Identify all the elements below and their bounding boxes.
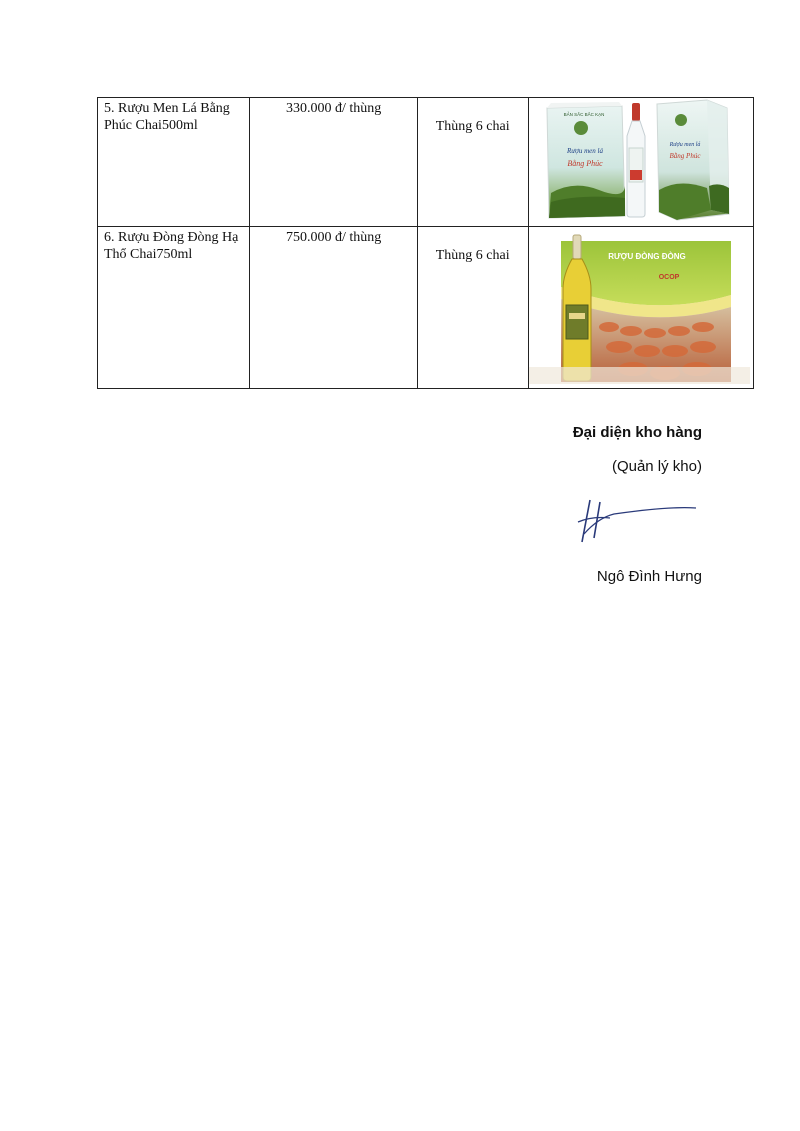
- rice-wine-gift-box-photo: [529, 227, 750, 384]
- box-script-line1: Rượu men lá: [566, 147, 603, 155]
- product-name: 6. Rượu Đòng Đòng Hạ Thổ Chai750ml: [104, 230, 239, 262]
- product-name: 5. Rượu Men Lá Bằng Phúc Chai500ml: [104, 101, 230, 133]
- product-packaging-cell: [417, 98, 528, 227]
- product-packaging: Thùng 6 chai: [435, 119, 510, 134]
- box-header: BẢN SẮC BẮC KẠN: [563, 112, 604, 117]
- table-row: [98, 98, 754, 227]
- product-name-cell: [98, 98, 250, 227]
- product-image-cell: [528, 227, 753, 389]
- product-price: 330.000 đ/ thùng: [285, 101, 382, 116]
- box-script-line2: Bằng Phúc: [566, 159, 603, 168]
- table-row: [98, 227, 754, 389]
- product-packaging: Thùng 6 chai: [435, 248, 510, 263]
- product-image-cell: [528, 98, 753, 227]
- product-table: [97, 97, 754, 389]
- signatory-name: Ngô Đình Hưng: [596, 568, 702, 585]
- signature-role: (Quản lý kho): [611, 458, 702, 475]
- signature-title: Đại diện kho hàng: [572, 424, 702, 441]
- svg-text:Bằng Phúc: Bằng Phúc: [669, 152, 700, 160]
- handwritten-signature: [570, 496, 700, 546]
- product-packaging-cell: [417, 227, 528, 389]
- svg-text:Rượu men lá: Rượu men lá: [669, 142, 700, 148]
- product-name-cell: [98, 227, 250, 389]
- box-logo: OCOP: [658, 274, 679, 281]
- box-title: RƯỢU ĐÒNG ĐÒNG: [607, 252, 686, 261]
- product-price: 750.000 đ/ thùng: [285, 230, 382, 245]
- product-price-cell: [250, 227, 418, 389]
- product-price-cell: [250, 98, 418, 227]
- liquor-box-and-bottle-photo: [529, 98, 750, 222]
